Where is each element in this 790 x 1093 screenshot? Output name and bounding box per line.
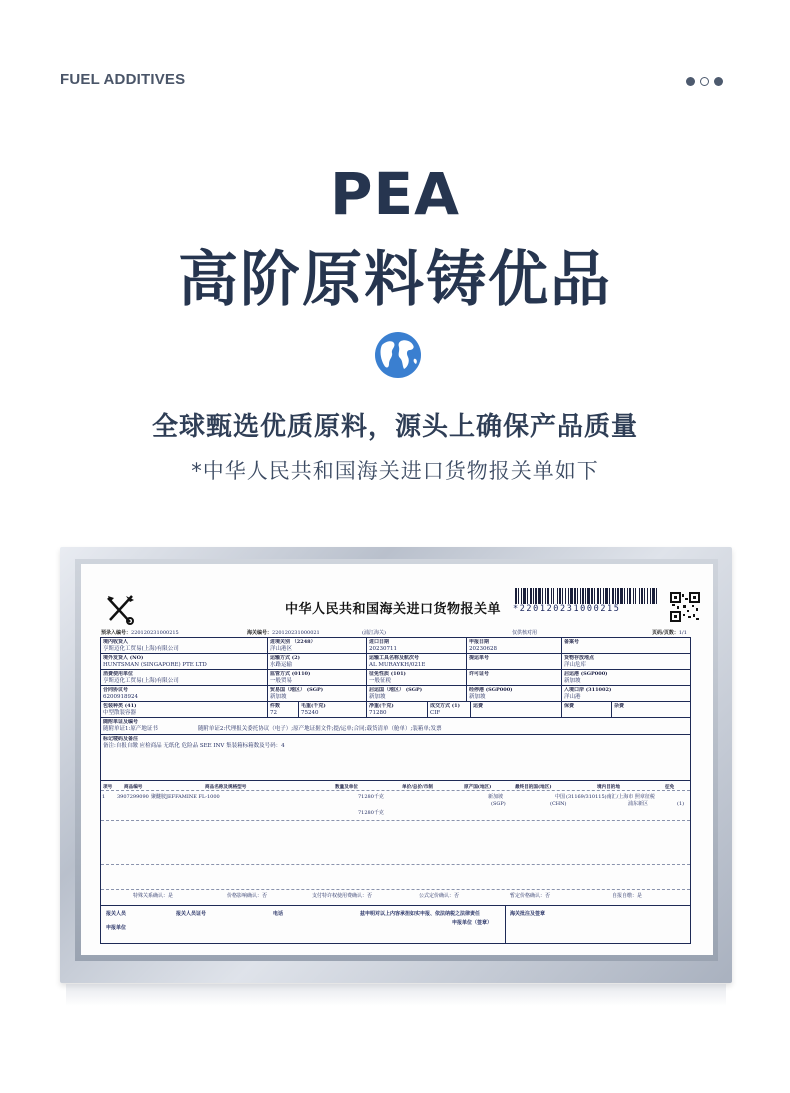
goods-levy: (1) xyxy=(677,801,685,807)
qr-code-icon xyxy=(670,592,700,622)
barcode-bar xyxy=(521,588,522,604)
barcode-bar xyxy=(591,588,593,604)
goods-header-domestic: 境内目的地 xyxy=(597,785,620,790)
hero-title-cn: 高阶原料铸优品 xyxy=(178,245,612,315)
goods-code: 3907299090 xyxy=(117,794,149,800)
footer-declarant: 报关人员 xyxy=(106,911,127,917)
field-attached-docs: 随附单证及编号 随附单证1:原产地证书 随附单证2:代理报关委托协议（电子）;原产地证据文件;提/运单;合同;载货清单（舱单）;装箱单;发票 xyxy=(103,719,442,732)
barcode-icon xyxy=(515,588,657,604)
barcode-bar xyxy=(580,588,581,604)
row-divider xyxy=(100,685,691,686)
hero-note: *中华人民共和国海关进口货物报关单如下 xyxy=(191,459,599,483)
goods-qty-1: 71280千克 xyxy=(358,794,384,800)
row-divider xyxy=(100,653,691,654)
barcode-bar xyxy=(515,588,517,604)
attached-doc-2: 随附单证2:代理报关委托协议（电子）;原产地证据文件;提/运单;合同;载货清单（舱单）;装箱单;发票 xyxy=(197,726,442,732)
field-deal-mode: 成交方式 (1) CIF xyxy=(430,703,460,716)
field-trade-country: 贸易国（地区） (SGP) 新加坡 xyxy=(270,687,324,700)
goods-origin: 新加坡 xyxy=(488,794,504,800)
barcode-bar xyxy=(542,588,543,604)
field-net-weight: 净重(千克) 71280 xyxy=(369,703,394,716)
verify-only-label: 仅供核对用 xyxy=(512,630,538,636)
confirm-price-influence: 价格影响确认：否 xyxy=(227,893,268,899)
field-freight: 运费 xyxy=(473,703,484,709)
barcode-bar xyxy=(535,588,537,604)
barcode-bar xyxy=(635,588,636,604)
customs-emblem-icon xyxy=(104,592,138,626)
barcode-bar xyxy=(545,588,546,604)
barcode-bar xyxy=(570,588,573,604)
footer-declarant-cert: 报关人员证号 xyxy=(176,911,207,917)
barcode-bar xyxy=(650,588,651,604)
confirm-self-report: 自报自缴：是 xyxy=(612,893,643,899)
field-import-date: 进口日期 20230711 xyxy=(369,639,397,652)
barcode-bar xyxy=(559,588,561,604)
goods-dest-code: (CHN) xyxy=(550,801,567,807)
barcode-bar xyxy=(574,588,576,604)
attached-doc-1: 随附单证1:原产地证书 xyxy=(103,726,158,732)
field-marks: 标记唛码及备注 备注:自报自缴 应检商品 无纸化 危险品 SEE INV 集装箱标箱数及号码：4 xyxy=(103,736,285,749)
goods-header-name: 商品名称及规格型号 xyxy=(205,785,247,790)
row-divider xyxy=(100,717,691,718)
barcode-bar xyxy=(551,588,552,604)
barcode-bar xyxy=(627,588,628,604)
barcode-bar xyxy=(527,588,528,604)
goods-header-dest: 最终目的国(地区) xyxy=(515,785,552,790)
field-storage: 货物存放地点 洋山危库 xyxy=(564,655,595,668)
footer-statement: 兹申明对以上内容承担如实申报、依法纳税之法律责任 xyxy=(360,911,481,917)
row-divider xyxy=(100,905,691,906)
barcode-bar xyxy=(577,588,578,604)
goods-name: 聚醚胺JEFFAMINE FL-1000 xyxy=(151,794,220,800)
field-contract: 合同协议号 6200918924 xyxy=(103,687,138,700)
barcode-bar xyxy=(553,588,554,604)
field-tax-nature: 征免性质 (101) 一般征税 xyxy=(369,671,406,684)
barcode-bar xyxy=(617,588,619,604)
confirm-provisional-price: 暂定价格确认：否 xyxy=(510,893,551,899)
brand-label: FUEL ADDITIVES xyxy=(60,71,186,88)
field-shipper: 境外发货人 (NO) HUNTSMAN (SINGAPORE) PTE LTD xyxy=(103,655,207,668)
field-transport-mode: 运输方式 (2) 水路运输 xyxy=(270,655,300,668)
row-divider xyxy=(101,790,690,791)
field-pieces: 件数 72 xyxy=(270,703,281,716)
goods-header-code: 商品编号 xyxy=(124,785,143,790)
customs-number: 海关编号：220120231000021 xyxy=(247,630,320,636)
footer-customs-approval: 海关批注及签章 xyxy=(510,911,546,917)
barcode-bar xyxy=(605,588,608,604)
footer-declare-unit-seal: 申报单位（签章） xyxy=(452,920,493,926)
footer-phone: 电话 xyxy=(273,911,284,917)
field-bl-no: 提运单号 xyxy=(469,655,490,661)
confirm-special-relation: 特殊关系确认：是 xyxy=(133,893,174,899)
barcode-bar xyxy=(633,588,634,604)
goods-origin-code: (SGP) xyxy=(491,801,506,807)
row-divider xyxy=(101,820,690,821)
barcode-number: *220120231000215 xyxy=(513,604,621,614)
barcode-bar xyxy=(600,588,601,604)
field-gross-weight: 毛重(千克) 75240 xyxy=(301,703,326,716)
barcode-bar xyxy=(538,588,541,604)
field-record-no: 备案号 xyxy=(564,639,580,645)
barcode-bar xyxy=(547,588,549,604)
row-divider xyxy=(101,889,690,890)
goods-domestic-district: 浦东新区 xyxy=(628,801,649,807)
goods-dest: 中国 xyxy=(555,794,566,800)
barcode-bar xyxy=(629,588,631,604)
row-divider xyxy=(100,701,691,702)
preentry-number: 预录入编号：220120231000215 xyxy=(101,630,179,636)
barcode-bar xyxy=(612,588,614,604)
footer-declare-unit: 申报单位 xyxy=(106,925,127,931)
barcode-bar xyxy=(585,588,586,604)
barcode-bar xyxy=(603,588,604,604)
field-license: 许可证号 xyxy=(469,671,490,677)
barcode-bar xyxy=(562,588,563,604)
row-divider xyxy=(101,864,690,865)
field-vessel: 运输工具名称及航次号 AL MURAYKH/021E xyxy=(369,655,426,668)
barcode-bar xyxy=(609,588,610,604)
field-package: 包装种类 (41) 中型散装容器 xyxy=(103,703,137,716)
document-title: 中华人民共和国海关进口货物报关单 xyxy=(285,602,502,617)
barcode-bar xyxy=(647,588,648,604)
goods-header-qty: 数量及单位 xyxy=(335,785,358,790)
field-entry-place: 入境口岸 (311002) 洋山港 xyxy=(564,687,612,700)
barcode-bar xyxy=(615,588,616,604)
field-origin-country: 启运国（地区） (SGP) 新加坡 xyxy=(369,687,423,700)
goods-header-item: 项号 xyxy=(103,785,113,790)
goods-header-levy: 征免 xyxy=(665,785,675,790)
field-entry-port: 进境关别 （2248） 洋山港区 xyxy=(270,639,316,652)
col-divider xyxy=(505,905,506,944)
field-supervision: 监管方式 (0110) 一般贸易 xyxy=(270,671,311,684)
field-insurance: 保费 xyxy=(564,703,575,709)
barcode-bar xyxy=(533,588,534,604)
barcode-bar xyxy=(641,588,643,604)
goods-header-origin: 原产国(地区) xyxy=(464,785,492,790)
barcode-bar xyxy=(523,588,526,604)
barcode-bar xyxy=(530,588,532,604)
goods-header-price: 单价/总价/币制 xyxy=(402,785,433,790)
page-indicator: 页码/页数：1/1 xyxy=(652,630,687,636)
barcode-bar xyxy=(565,588,566,604)
field-misc: 杂费 xyxy=(614,703,625,709)
field-declare-date: 申报日期 20230628 xyxy=(469,639,497,652)
hero-title-en: PEA xyxy=(329,160,461,228)
customs-name: (浦江海关) xyxy=(362,630,386,636)
barcode-bar xyxy=(594,588,595,604)
goods-domestic: (31169/310115)南汇/上海市 照章征税 xyxy=(566,794,655,800)
barcode-bar xyxy=(568,588,569,604)
barcode-bar xyxy=(620,588,623,604)
barcode-bar xyxy=(644,588,645,604)
row-divider xyxy=(100,734,691,735)
barcode-bar xyxy=(518,588,519,604)
barcode-bar xyxy=(652,588,655,604)
row-divider xyxy=(100,780,691,781)
field-consumer: 消费使用单位 亨斯迈化工贸易(上海)有限公司 xyxy=(103,671,179,684)
field-consignee: 境内收货人 亨斯迈化工贸易(上海)有限公司 xyxy=(103,639,179,652)
barcode-bar xyxy=(557,588,558,604)
confirm-formula-price: 公式定价确认：否 xyxy=(419,893,460,899)
field-transit-port: 经停港 (SGP000) 新加坡 xyxy=(469,687,513,700)
field-depart-port: 启运港 (SGP000) 新加坡 xyxy=(564,671,608,684)
barcode-bar xyxy=(597,588,599,604)
barcode-bar xyxy=(624,588,625,604)
row-divider xyxy=(100,669,691,670)
hero-subtitle: 全球甄选优质原料，源头上确保产品质量 xyxy=(151,412,638,442)
barcode-bar xyxy=(582,588,584,604)
barcode-bar xyxy=(587,588,590,604)
barcode-bar xyxy=(656,588,657,604)
goods-item-no: 1 xyxy=(102,794,106,800)
goods-qty-2: 71280千克 xyxy=(358,810,384,816)
barcode-bar xyxy=(639,588,640,604)
confirm-royalty: 支付特许权使用费确认：否 xyxy=(312,893,373,899)
